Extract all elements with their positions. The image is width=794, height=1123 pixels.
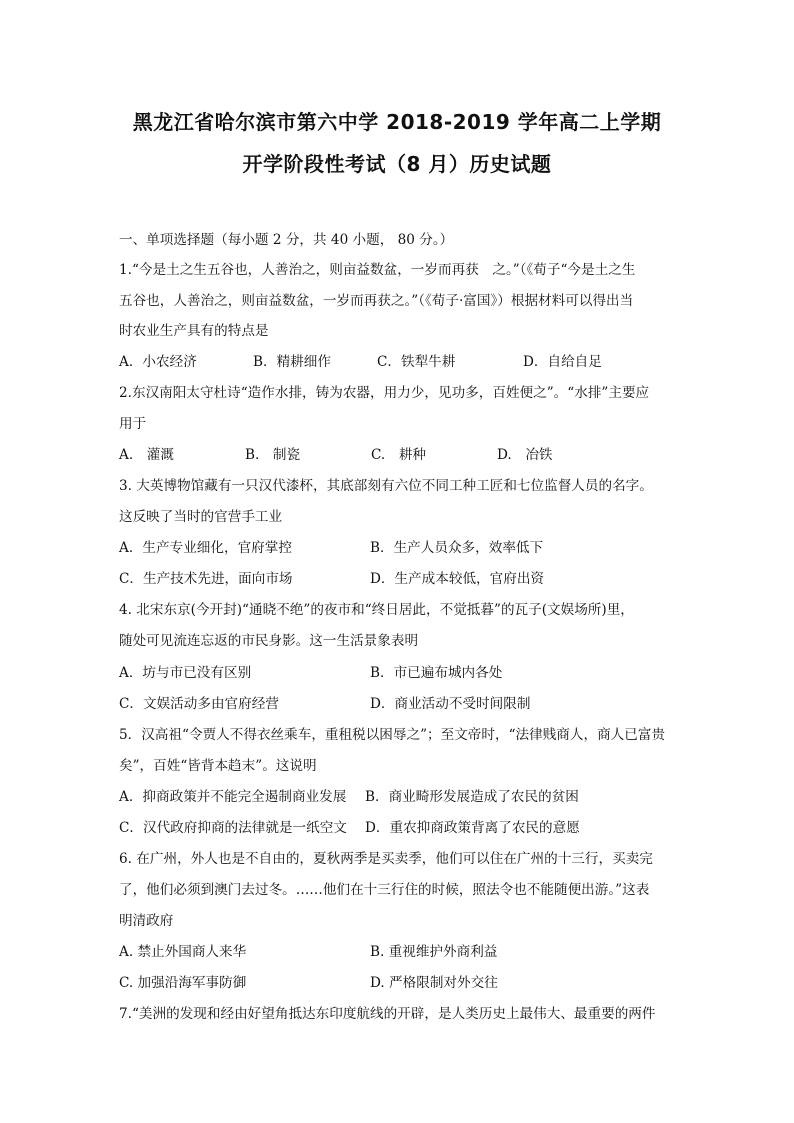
q3-text-line: 这反映了当时的官营手工业 <box>119 509 283 525</box>
q4-options-row-1 <box>119 664 679 682</box>
exam-title-line-1: 黑龙江省哈尔滨市第六中学 2018-2019 学年高二上学期 <box>132 110 662 134</box>
q4-option-c: C．文娱活动多由官府经营 <box>119 696 279 712</box>
q6-option-d: D. 严格限制对外交往 <box>370 975 498 991</box>
q4-option-b: B．市已遍布城内各处 <box>370 665 503 681</box>
q4-text-line: 4. 北宋东京(今开封)“通晓不绝”的夜市和“终日居此，不觉抵暮”的瓦子(文娱场所)里， <box>119 602 634 618</box>
q6-text-line: 6. 在广州，外人也是不自由的，夏秋两季是买卖季，他们可以住在广州的十三行，买卖完 <box>119 851 653 867</box>
q5-options-row-1 <box>119 788 679 806</box>
q3-option-a: A．生产专业细化，官府掌控 <box>119 540 292 556</box>
q6-option-c: C. 加强沿海军事防御 <box>119 975 247 991</box>
q1-text-line: 时农业生产具有的特点是 <box>119 323 269 339</box>
q1-text-line: 1.“今是土之生五谷也，人善治之，则亩益数盆，一岁而再获 之。”（《荀子“今是土之生 <box>119 262 636 278</box>
q3-option-c: C．生产技术先进，面向市场 <box>119 571 293 587</box>
q3-option-d: D．生产成本较低，官府出资 <box>370 571 545 587</box>
q6-option-b: B. 重视维护外商利益 <box>370 944 498 960</box>
q5-option-a: A．抑商政策并不能完全遏制商业发展 <box>119 789 347 805</box>
q3-option-b: B．生产人员众多，效率低下 <box>370 540 544 556</box>
q6-option-a: A. 禁止外国商人来华 <box>119 944 247 960</box>
q4-text-line: 随处可见流连忘返的市民身影。这一生活景象表明 <box>119 633 419 649</box>
q6-text-line: 了，他们必须到澳门去过冬。……他们在十三行住的时候，照法令也不能随便出游。”这表 <box>119 882 650 898</box>
q4-option-a: A．坊与市已没有区别 <box>119 665 252 681</box>
q2-text-line: 2.东汉南阳太守杜诗“造作水排，铸为农器，用力少，见功多，百姓便之”。“水排”主要应 <box>119 385 650 401</box>
q5-text-line: 矣”，百姓“皆背本趋末”。这说明 <box>119 758 317 774</box>
q2-option-d: D. 冶铁 <box>497 447 553 463</box>
q2-option-c: C. 耕种 <box>371 447 427 463</box>
q5-options-row-2 <box>119 819 679 837</box>
q7-text-line: 7.“美洲的发现和经由好望角抵达东印度航线的开辟，是人类历史上最伟大、最重要的两件 <box>119 1006 656 1022</box>
q1-option-b: B．精耕细作 <box>253 354 331 370</box>
q3-options-row-2 <box>119 570 679 588</box>
q2-option-b: B. 制瓷 <box>245 447 301 463</box>
q2-options <box>119 446 679 464</box>
q6-options-row-1 <box>119 943 679 961</box>
q3-options-row-1 <box>119 539 679 557</box>
q2-option-a: A. 灌溉 <box>119 447 174 463</box>
q5-option-b: B．商业畸形发展造成了农民的贫困 <box>365 789 579 805</box>
q1-option-c: C．铁犁牛耕 <box>377 354 456 370</box>
q4-options-row-2 <box>119 695 679 713</box>
q6-text-line: 明清政府 <box>119 913 174 929</box>
q1-option-d: D．自给自足 <box>523 354 602 370</box>
q1-text-line: 五谷也，人善治之，则亩益数盆，一岁而再获之。”（《荀子·富国》）根据材料可以得出当 <box>119 293 634 309</box>
q5-option-d: D．重农抑商政策背离了农民的意愿 <box>365 820 580 836</box>
q1-options <box>119 353 679 371</box>
q2-text-line: 用于 <box>119 416 147 432</box>
q3-text-line: 3. 大英博物馆藏有一只汉代漆杯，其底部刻有六位不同工种工匠和七位监督人员的名字。 <box>119 478 653 494</box>
section-heading: 一、单项选择题（每小题 2 分，共 40 小题， 80 分。） <box>119 232 454 248</box>
q5-option-c: C．汉代政府抑商的法律就是一纸空文 <box>119 820 347 836</box>
exam-title-line-2: 开学阶段性考试（8 月）历史试题 <box>242 152 552 176</box>
q6-options-row-2 <box>119 974 679 992</box>
q5-text-line: 5．汉高祖“令贾人不得衣丝乘车，重租税以困辱之”；至文帝时，“法律贱商人，商人已富贵 <box>119 727 666 743</box>
q1-option-a: A．小农经济 <box>119 354 197 370</box>
q4-option-d: D．商业活动不受时间限制 <box>370 696 531 712</box>
